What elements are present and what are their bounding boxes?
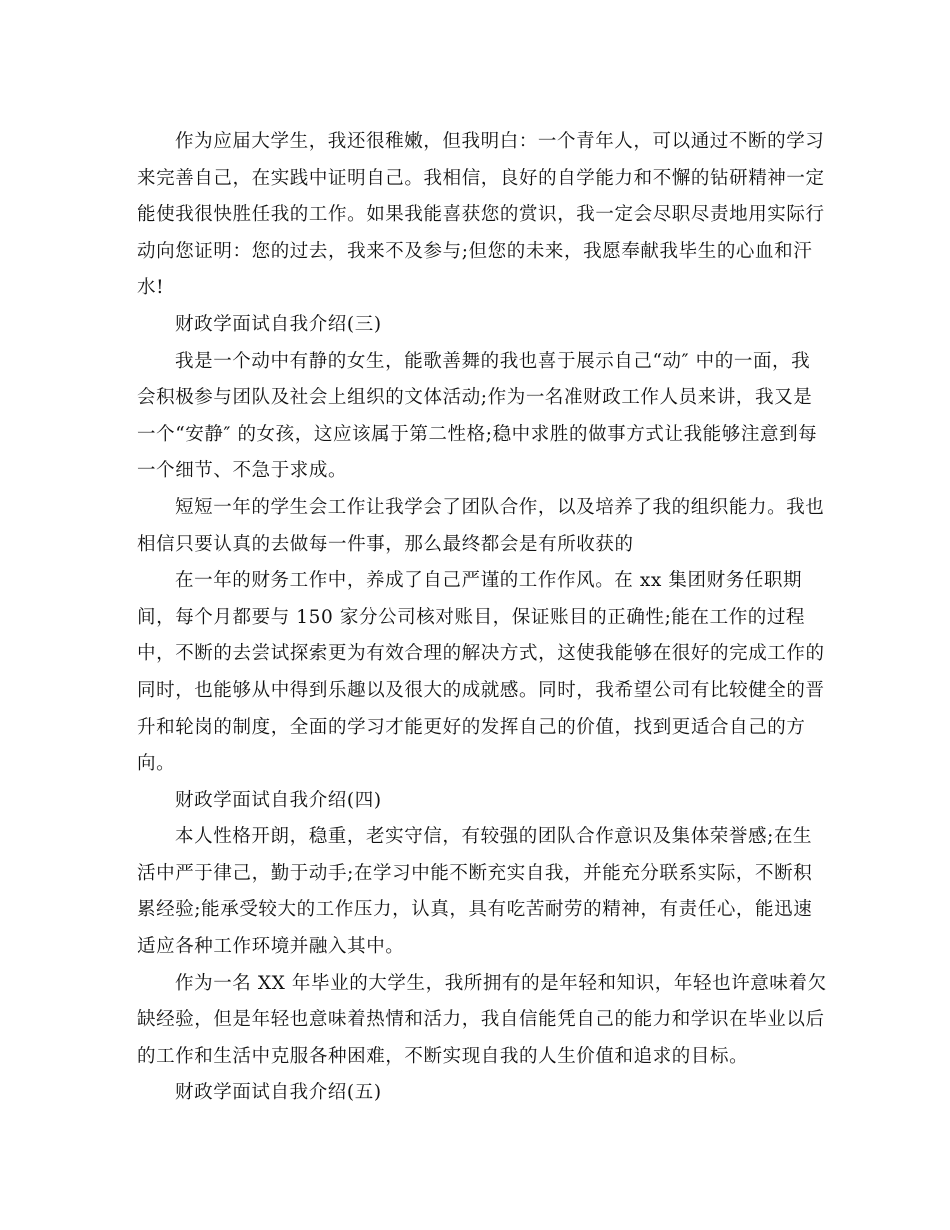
text-line: 同时，也能够从中得到乐趣以及很大的成就感。同时，我希望公司有比较健全的晋 (137, 679, 825, 701)
text-line: 我是一个动中有静的女生，能歌善舞的我也喜于展示自己“动″ 中的一面，我 (175, 350, 811, 372)
text-line: 会积极参与团队及社会上组织的文体活动;作为一名准财政工作人员来讲，我又是 (137, 387, 813, 409)
text-line: 一个“安静″ 的女孩，这应该属于第二性格;稳中求胜的做事方式让我能够注意到每 (137, 423, 818, 445)
text-line: 作为一名 XX 年毕业的大学生，我所拥有的是年轻和知识，年轻也许意味着欠 (175, 972, 827, 994)
document-body (137, 124, 827, 1112)
text-line: 中，不断的去尝试探索更为有效合理的解决方式，这使我能够在很好的完成工作的 (137, 643, 825, 665)
text-line: 升和轮岗的制度，全面的学习才能更好的发挥自己的价值，找到更适合自己的方 (137, 716, 806, 738)
section-heading: 财政学面试自我介绍(三) (175, 313, 382, 335)
text-line: 累经验;能承受较大的工作压力，认真，具有吃苦耐劳的精神，有责任心，能迅速 (137, 899, 813, 921)
text-line: 一个细节、不急于求成。 (137, 460, 348, 482)
text-line: 的工作和生活中克服各种困难，不断实现自我的人生价值和追求的目标。 (137, 1045, 749, 1067)
section-heading: 财政学面试自我介绍(四) (175, 789, 382, 811)
text-line: 水! (137, 277, 165, 299)
text-line: 间，每个月都要与 150 家分公司核对账目，保证账目的正确性;能在工作的过程 (137, 606, 806, 628)
text-line: 缺经验，但是年轻也意味着热情和活力，我自信能凭自己的能力和学识在毕业以后 (137, 1009, 825, 1031)
text-line: 作为应届大学生，我还很稚嫩，但我明白：一个青年人，可以通过不断的学习 (175, 131, 825, 152)
text-line: 动向您证明：您的过去，我来不及参与;但您的未来，我愿奉献我毕生的心血和汗 (137, 240, 813, 262)
text-line: 相信只要认真的去做每一件事，那么最终都会是有所收获的 (137, 533, 634, 555)
text-line: 适应各种工作环境并融入其中。 (137, 936, 405, 958)
text-line: 来完善自己，在实践中证明自己。我相信，良好的自学能力和不懈的钻研精神一定 (137, 167, 825, 189)
text-line: 短短一年的学生会工作让我学会了团队合作，以及培养了我的组织能力。我也 (175, 496, 825, 518)
text-line: 本人性格开朗，稳重，老实守信，有较强的团队合作意识及集体荣誉感;在生 (175, 826, 813, 848)
text-line: 活中严于律己，勤于动手;在学习中能不断充实自我，并能充分联系实际，不断积 (137, 862, 813, 884)
text-line: 能使我很快胜任我的工作。如果我能喜获您的赏识，我一定会尽职尽责地用实际行 (137, 204, 825, 226)
text-line: 向。 (137, 753, 176, 775)
section-heading: 财政学面试自我介绍(五) (175, 1082, 382, 1104)
text-line: 在一年的财务工作中，养成了自己严谨的工作作风。在 xx 集团财务任职期 (175, 570, 803, 592)
